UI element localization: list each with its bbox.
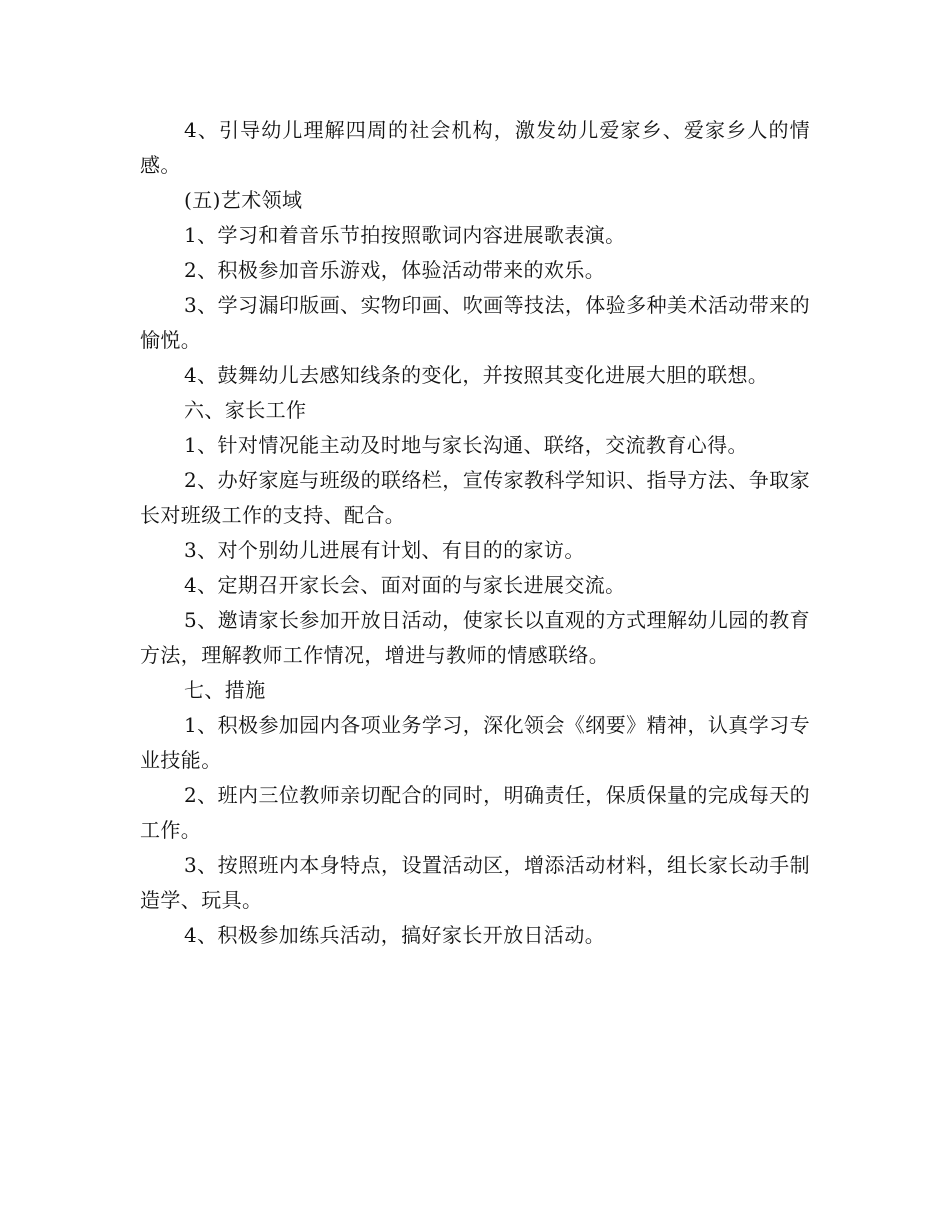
paragraph-lines-imagination: 4、鼓舞幼儿去感知线条的变化，并按照其变化进展大胆的联想。 — [184, 363, 769, 387]
section-heading-measures: 七、措施 — [184, 678, 266, 702]
paragraph-professional-study: 1、积极参加园内各项业务学习，深化领会《纲要》精神，认真学习专业技能。 — [140, 713, 810, 772]
paragraph-home-visits: 3、对个别幼儿进展有计划、有目的的家访。 — [184, 538, 585, 562]
paragraph-parent-communication: 1、针对情况能主动及时地与家长沟通、联络，交流教育心得。 — [184, 433, 748, 457]
section-heading-arts: (五)艺术领域 — [184, 188, 303, 212]
paragraph-printmaking: 3、学习漏印版画、实物印画、吹画等技法，体验多种美术活动带来的愉悦。 — [140, 293, 810, 352]
paragraph-social-institutions: 4、引导幼儿理解四周的社会机构，激发幼儿爱家乡、爱家乡人的情感。 — [140, 118, 810, 177]
paragraph-parent-meetings: 4、定期召开家长会、面对面的与家长进展交流。 — [184, 573, 626, 597]
section-heading-parent-work: 六、家长工作 — [184, 398, 307, 422]
paragraph-teacher-cooperation: 2、班内三位教师亲切配合的同时，明确责任，保质保量的完成每天的工作。 — [140, 783, 810, 842]
paragraph-music-games: 2、积极参加音乐游戏，体验活动带来的欢乐。 — [184, 258, 606, 282]
document-body — [140, 113, 810, 953]
paragraph-song-performance: 1、学习和着音乐节拍按照歌词内容进展歌表演。 — [184, 223, 626, 247]
paragraph-activity-areas: 3、按照班内本身特点，设置活动区，增添活动材料，组长家长动手制造学、玩具。 — [140, 853, 810, 912]
paragraph-contact-board: 2、办好家庭与班级的联络栏，宣传家教科学知识、指导方法、争取家长对班级工作的支持、配合。 — [140, 468, 810, 527]
paragraph-open-day: 5、邀请家长参加开放日活动，使家长以直观的方式理解幼儿园的教育方法，理解教师工作情况，增进与教师的情感联络。 — [140, 608, 810, 667]
paragraph-training-activities: 4、积极参加练兵活动，搞好家长开放日活动。 — [184, 923, 606, 947]
